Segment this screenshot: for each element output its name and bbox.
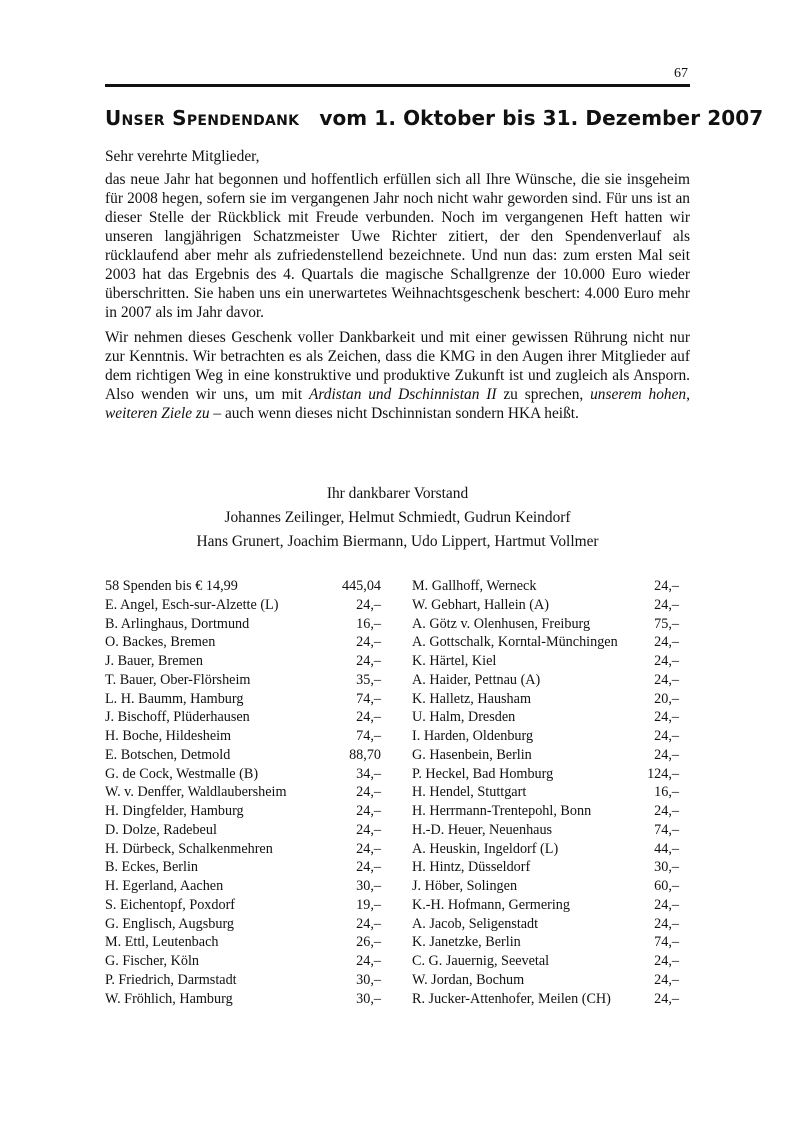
donor-row xyxy=(412,690,695,709)
donor-name: A. Haider, Pettnau (A) xyxy=(412,671,541,688)
donor-row xyxy=(105,783,387,802)
donor-name: H. Hendel, Stuttgart xyxy=(412,784,527,801)
donor-row xyxy=(105,858,387,877)
donor-name: M. Ettl, Leutenbach xyxy=(105,934,219,951)
donor-name: 58 Spenden bis € 14,99 xyxy=(105,578,238,594)
donor-name: C. G. Jauernig, Seevetal xyxy=(412,953,550,969)
donor-name: G. Hasenbein, Berlin xyxy=(412,746,532,763)
donor-name: P. Friedrich, Darmstadt xyxy=(105,971,237,988)
donor-name: D. Dolze, Radebeul xyxy=(105,821,217,838)
period-label: vom 1. Oktober bis 31. Dezember 2007 xyxy=(319,106,764,130)
donation-amount: 24,– xyxy=(654,746,679,763)
donor-row xyxy=(412,596,695,615)
paragraph-text: zu sprechen, xyxy=(496,386,591,403)
donor-name: M. Gallhoff, Werneck xyxy=(412,578,537,594)
donor-name: K. Janetzke, Berlin xyxy=(412,934,521,951)
donor-row xyxy=(412,746,695,765)
donation-amount: 24,– xyxy=(356,634,381,651)
donor-row xyxy=(105,952,387,971)
book-title: Ardistan und Dschinnistan II xyxy=(308,386,497,403)
donation-amount: 24,– xyxy=(654,915,679,932)
donation-amount: 24,– xyxy=(356,709,381,726)
donor-name: H.-D. Heuer, Neuenhaus xyxy=(412,821,553,838)
donor-name: H. Herrmann-Trentepohl, Bonn xyxy=(412,803,592,819)
donor-name: K. Halletz, Hausham xyxy=(412,690,531,707)
section-label: Unser Spendendank xyxy=(105,106,300,130)
donor-row xyxy=(105,708,387,727)
donor-name: A. Jacob, Seligenstadt xyxy=(412,915,539,932)
donor-name: H. Dürbeck, Schalkenmehren xyxy=(105,840,273,857)
donation-amount: 24,– xyxy=(356,596,381,613)
donation-amount: 24,– xyxy=(356,784,381,801)
donation-amount: 26,– xyxy=(356,934,381,951)
donor-name: S. Eichentopf, Poxdorf xyxy=(105,896,236,913)
donor-name: T. Bauer, Ober-Flörsheim xyxy=(105,671,251,688)
board-names-line-1: Johannes Zeilinger, Helmut Schmiedt, Gudrun Keindorf xyxy=(224,509,571,526)
donor-row xyxy=(412,577,695,596)
donation-amount: 34,– xyxy=(356,765,381,782)
donor-name: K. Härtel, Kiel xyxy=(412,653,497,669)
donation-amount: 24,– xyxy=(654,990,679,1007)
donor-row xyxy=(105,615,387,634)
donor-name: H. Dingfelder, Hamburg xyxy=(105,803,244,819)
donation-amount: 19,– xyxy=(356,896,381,913)
donor-name: A. Heuskin, Ingeldorf (L) xyxy=(412,840,559,857)
donor-name: G. Fischer, Köln xyxy=(105,953,200,969)
signature-block xyxy=(105,482,690,554)
donor-row xyxy=(412,765,695,784)
donation-amount: 24,– xyxy=(356,953,381,969)
donor-row xyxy=(412,783,695,802)
donor-row xyxy=(412,990,695,1009)
donor-row xyxy=(412,727,695,746)
paragraph-text: – auch wenn dieses nicht Dschinnistan sondern HKA heißt. xyxy=(209,405,579,422)
paragraph-text: Wir nehmen dieses Geschenk voller Dankbarkeit und mit einer gewissen Rührung nicht nur zur Kenntnis. Wir betrachten es als Zeichen, dass die KMG in den Augen ihrer Mitglieder auf dem richtigen Weg in eine konstruktive und produktive Zukunft ist und zugleich als Ansporn. Also wenden wir uns, um mit xyxy=(105,329,690,403)
donor-name: B. Arlinghaus, Dortmund xyxy=(105,615,250,632)
donation-amount: 124,– xyxy=(647,765,679,782)
donor-row xyxy=(412,840,695,859)
donor-row xyxy=(412,708,695,727)
donation-amount: 30,– xyxy=(356,990,381,1007)
donation-amount: 24,– xyxy=(356,859,381,876)
donor-row xyxy=(105,802,387,821)
donation-amount: 24,– xyxy=(356,821,381,838)
donation-amount: 35,– xyxy=(356,671,381,688)
donor-name: E. Angel, Esch-sur-Alzette (L) xyxy=(105,596,279,613)
page-number: 67 xyxy=(674,66,688,81)
donation-amount: 24,– xyxy=(356,653,381,669)
donor-row xyxy=(105,971,387,990)
donation-amount: 74,– xyxy=(654,821,679,838)
donor-row xyxy=(105,933,387,952)
donor-name: W. Gebhart, Hallein (A) xyxy=(412,596,549,613)
donation-amount: 24,– xyxy=(654,634,679,651)
donation-amount: 16,– xyxy=(654,784,679,801)
page-title xyxy=(105,106,764,130)
donor-column-right xyxy=(412,577,695,1008)
donation-amount: 24,– xyxy=(654,709,679,726)
donor-row xyxy=(105,671,387,690)
donation-amount: 60,– xyxy=(654,878,679,894)
donor-row xyxy=(412,858,695,877)
donor-row xyxy=(412,652,695,671)
donation-amount: 30,– xyxy=(356,971,381,988)
donor-row xyxy=(412,633,695,652)
donor-name: H. Hintz, Düsseldorf xyxy=(412,859,531,876)
donor-name: U. Halm, Dresden xyxy=(412,709,516,726)
donation-amount: 24,– xyxy=(654,803,679,819)
donation-amount: 24,– xyxy=(654,971,679,988)
donor-name: W. Jordan, Bochum xyxy=(412,971,525,988)
donation-amount: 24,– xyxy=(654,671,679,688)
donation-amount: 24,– xyxy=(654,653,679,669)
donor-row xyxy=(105,821,387,840)
donor-name: G. de Cock, Westmalle (B) xyxy=(105,765,259,782)
donor-row xyxy=(105,727,387,746)
donation-amount: 20,– xyxy=(654,690,679,707)
donor-name: B. Eckes, Berlin xyxy=(105,859,198,876)
donor-row xyxy=(412,671,695,690)
donor-name: H. Egerland, Aachen xyxy=(105,878,224,894)
donor-name: G. Englisch, Augsburg xyxy=(105,915,235,932)
donor-row xyxy=(412,933,695,952)
donor-name: L. H. Baumm, Hamburg xyxy=(105,690,244,707)
letter-body xyxy=(105,147,690,423)
donation-amount: 24,– xyxy=(654,596,679,613)
donor-name: P. Heckel, Bad Homburg xyxy=(412,765,554,782)
donor-row xyxy=(105,690,387,709)
donation-amount: 16,– xyxy=(356,615,381,632)
header-rule xyxy=(105,84,690,87)
quote-text: unserem hohen, weiteren Ziele zu xyxy=(105,386,690,422)
donor-name: W. Fröhlich, Hamburg xyxy=(105,990,233,1007)
letter-paragraph-2 xyxy=(105,328,690,423)
donation-amount: 24,– xyxy=(654,578,679,594)
donor-row xyxy=(105,765,387,784)
donor-column-left xyxy=(105,577,387,1008)
donation-amount: 30,– xyxy=(356,878,381,894)
salutation: Sehr verehrte Mitglieder, xyxy=(105,148,260,165)
donor-row xyxy=(105,877,387,896)
donor-row xyxy=(105,633,387,652)
donor-row xyxy=(105,596,387,615)
donor-row xyxy=(105,840,387,859)
donation-amount: 24,– xyxy=(654,953,679,969)
donation-amount: 445,04 xyxy=(341,578,381,594)
donation-amount: 24,– xyxy=(654,896,679,913)
donor-row xyxy=(412,615,695,634)
donation-amount: 24,– xyxy=(356,840,381,857)
letter-paragraph-1: das neue Jahr hat begonnen und hoffentlich erfüllen sich all Ihre Wünsche, die sie insgeheim für 2008 hegen, sofern sie im vergangenen Jahr noch nicht wahr geworden sind. Für uns ist an dieser Stelle der Rückblick mit Freude verbunden. Noch im vergangenen Heft hatten wir unseren langjährigen Schatzmeister Uwe Richter zitiert, der den Spendenverlauf als rücklaufend aber mehr als zufriedenstellend bezeichnete. Und nun das: zum ersten Mal seit 2003 hat das Ergebnis des 4. Quartals die magische Schallgrenze der 10.000 Euro wieder überschritten. Sie haben uns ein unerwartetes Weihnachtsgeschenk beschert: 4.000 Euro mehr in 2007 als im Jahr davor. xyxy=(105,171,690,321)
donor-row xyxy=(412,821,695,840)
donor-row xyxy=(105,746,387,765)
donor-name: J. Höber, Solingen xyxy=(412,878,518,894)
donation-amount: 88,70 xyxy=(349,746,381,763)
closing-line: Ihr dankbarer Vorstand xyxy=(326,485,469,502)
donation-amount: 24,– xyxy=(356,915,381,932)
donor-name: H. Boche, Hildesheim xyxy=(105,728,232,744)
board-names-line-2: Hans Grunert, Joachim Biermann, Udo Lippert, Hartmut Vollmer xyxy=(196,533,599,550)
donation-amount: 24,– xyxy=(654,728,679,744)
donor-row xyxy=(105,990,387,1009)
donation-amount: 75,– xyxy=(654,615,679,632)
donor-row xyxy=(412,915,695,934)
donor-name: I. Harden, Oldenburg xyxy=(412,728,534,744)
donation-amount: 74,– xyxy=(356,690,381,707)
donation-amount: 24,– xyxy=(356,803,381,819)
donor-row xyxy=(105,896,387,915)
donor-name: R. Jucker-Attenhofer, Meilen (CH) xyxy=(412,990,611,1007)
donor-name: J. Bauer, Bremen xyxy=(105,653,203,669)
donor-name: A. Götz v. Olenhusen, Freiburg xyxy=(412,615,591,632)
donor-row xyxy=(412,952,695,971)
donation-amount: 74,– xyxy=(654,934,679,951)
donor-name: J. Bischoff, Plüderhausen xyxy=(105,709,250,726)
donation-amount: 30,– xyxy=(654,859,679,876)
donation-amount: 44,– xyxy=(654,840,679,857)
donor-name: W. v. Denffer, Waldlaubersheim xyxy=(105,784,287,801)
donor-name: O. Backes, Bremen xyxy=(105,634,216,651)
donor-row xyxy=(105,652,387,671)
donor-name: A. Gottschalk, Korntal-Münchingen xyxy=(412,634,618,651)
donor-name: K.-H. Hofmann, Germering xyxy=(412,896,570,913)
donor-row xyxy=(412,971,695,990)
donor-row xyxy=(105,915,387,934)
donor-row xyxy=(105,577,387,596)
donor-row xyxy=(412,877,695,896)
donor-row xyxy=(412,802,695,821)
donor-row xyxy=(412,896,695,915)
donation-amount: 74,– xyxy=(356,728,381,744)
donor-name: E. Botschen, Detmold xyxy=(105,746,231,763)
